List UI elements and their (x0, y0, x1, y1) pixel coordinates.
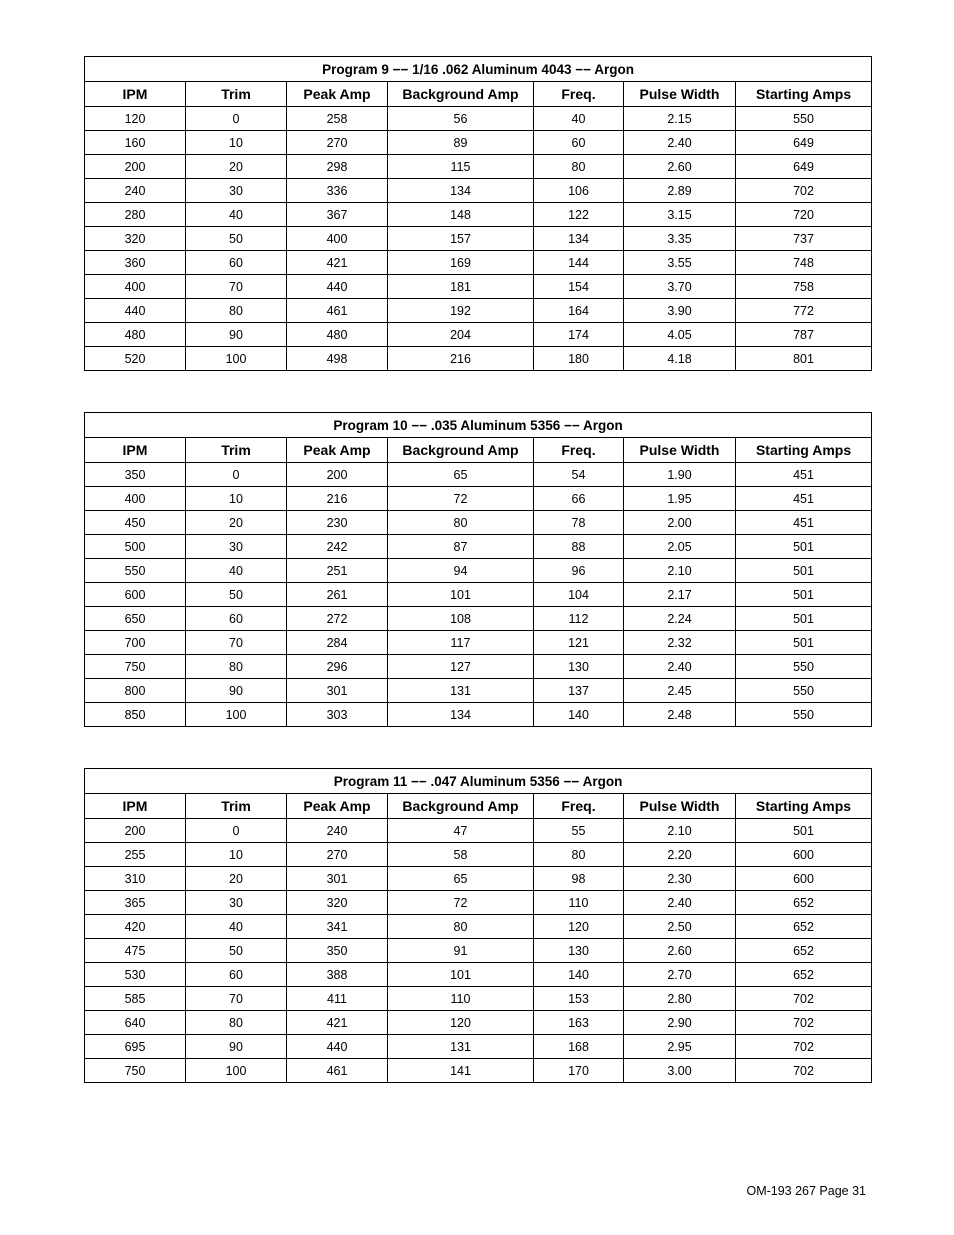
table-cell: 320 (287, 891, 388, 915)
table-row (85, 915, 872, 939)
table-cell: 585 (85, 987, 186, 1011)
table-cell: 60 (186, 607, 287, 631)
table-cell: 204 (388, 323, 534, 347)
table-row (85, 631, 872, 655)
table-cell: 65 (388, 867, 534, 891)
table-cell: 652 (736, 891, 872, 915)
table-cell: 652 (736, 963, 872, 987)
table-row (85, 867, 872, 891)
table-row (85, 703, 872, 727)
table-cell: 261 (287, 583, 388, 607)
table-title: Program 11 −− .047 Aluminum 5356 −− Argon (85, 769, 872, 794)
table-cell: 501 (736, 819, 872, 843)
table-row (85, 1011, 872, 1035)
table-cell: 2.05 (624, 535, 736, 559)
table-cell: 1.95 (624, 487, 736, 511)
table-cell: 2.90 (624, 1011, 736, 1035)
table-cell: 101 (388, 963, 534, 987)
table-cell: 501 (736, 559, 872, 583)
table-cell: 58 (388, 843, 534, 867)
table-cell: 649 (736, 155, 872, 179)
column-header: Background Amp (388, 794, 534, 819)
table-cell: 550 (736, 107, 872, 131)
table-cell: 80 (534, 155, 624, 179)
table-cell: 168 (534, 1035, 624, 1059)
table-cell: 140 (534, 703, 624, 727)
table-cell: 80 (388, 511, 534, 535)
table-cell: 500 (85, 535, 186, 559)
table-cell: 87 (388, 535, 534, 559)
table-cell: 112 (534, 607, 624, 631)
table-cell: 2.40 (624, 655, 736, 679)
table-title: Program 10 −− .035 Aluminum 5356 −− Argon (85, 413, 872, 438)
table-cell: 530 (85, 963, 186, 987)
table-cell: 0 (186, 819, 287, 843)
table-cell: 100 (186, 347, 287, 371)
column-header: Peak Amp (287, 794, 388, 819)
column-header: Trim (186, 82, 287, 107)
table-cell: 130 (534, 655, 624, 679)
table-cell: 702 (736, 1035, 872, 1059)
column-header: Peak Amp (287, 82, 388, 107)
table-cell: 341 (287, 915, 388, 939)
table-cell: 365 (85, 891, 186, 915)
table-cell: 600 (736, 867, 872, 891)
page-footer: OM-193 267 Page 31 (746, 1184, 866, 1198)
column-header: Starting Amps (736, 82, 872, 107)
table-cell: 270 (287, 131, 388, 155)
table-cell: 772 (736, 299, 872, 323)
table-cell: 501 (736, 607, 872, 631)
column-header: Freq. (534, 82, 624, 107)
table-cell: 130 (534, 939, 624, 963)
table-cell: 350 (287, 939, 388, 963)
table-row (85, 1035, 872, 1059)
table-title: Program 9 −− 1/16 .062 Aluminum 4043 −− Argon (85, 57, 872, 82)
column-header: IPM (85, 82, 186, 107)
table-cell: 96 (534, 559, 624, 583)
table-cell: 2.17 (624, 583, 736, 607)
table-cell: 30 (186, 179, 287, 203)
table-row (85, 843, 872, 867)
table-row (85, 299, 872, 323)
column-header: Peak Amp (287, 438, 388, 463)
table-cell: 3.00 (624, 1059, 736, 1083)
header-row (85, 794, 872, 819)
table-cell: 134 (388, 179, 534, 203)
table-cell: 40 (186, 915, 287, 939)
table-cell: 303 (287, 703, 388, 727)
table-cell: 461 (287, 299, 388, 323)
table-cell: 60 (534, 131, 624, 155)
table-cell: 501 (736, 631, 872, 655)
table-row (85, 275, 872, 299)
table-cell: 98 (534, 867, 624, 891)
table-row (85, 155, 872, 179)
table-cell: 350 (85, 463, 186, 487)
table-cell: 55 (534, 819, 624, 843)
table-cell: 137 (534, 679, 624, 703)
column-header: Trim (186, 794, 287, 819)
column-header: Starting Amps (736, 438, 872, 463)
table-cell: 122 (534, 203, 624, 227)
column-header: IPM (85, 438, 186, 463)
table-cell: 170 (534, 1059, 624, 1083)
column-header: IPM (85, 794, 186, 819)
table-cell: 104 (534, 583, 624, 607)
table-cell: 230 (287, 511, 388, 535)
table-cell: 100 (186, 703, 287, 727)
table-cell: 90 (186, 679, 287, 703)
table-cell: 2.32 (624, 631, 736, 655)
table-cell: 2.10 (624, 559, 736, 583)
table-cell: 80 (186, 655, 287, 679)
table-cell: 144 (534, 251, 624, 275)
table-cell: 30 (186, 891, 287, 915)
table-cell: 157 (388, 227, 534, 251)
table-row (85, 1059, 872, 1083)
table-cell: 737 (736, 227, 872, 251)
table-cell: 140 (534, 963, 624, 987)
table-row (85, 963, 872, 987)
column-header: Pulse Width (624, 82, 736, 107)
table-row (85, 891, 872, 915)
table-cell: 296 (287, 655, 388, 679)
table-cell: 440 (287, 1035, 388, 1059)
table-cell: 320 (85, 227, 186, 251)
table-cell: 652 (736, 915, 872, 939)
table-cell: 70 (186, 631, 287, 655)
table-cell: 94 (388, 559, 534, 583)
table-cell: 600 (85, 583, 186, 607)
table-row (85, 679, 872, 703)
table-cell: 2.89 (624, 179, 736, 203)
table-cell: 600 (736, 843, 872, 867)
column-header: Starting Amps (736, 794, 872, 819)
table-cell: 163 (534, 1011, 624, 1035)
table-cell: 70 (186, 987, 287, 1011)
table-cell: 284 (287, 631, 388, 655)
table-cell: 2.24 (624, 607, 736, 631)
table-cell: 360 (85, 251, 186, 275)
table-cell: 750 (85, 1059, 186, 1083)
table-cell: 117 (388, 631, 534, 655)
table-cell: 2.20 (624, 843, 736, 867)
table-cell: 702 (736, 987, 872, 1011)
column-header: Background Amp (388, 82, 534, 107)
table-cell: 30 (186, 535, 287, 559)
table-cell: 40 (186, 203, 287, 227)
table-cell: 80 (388, 915, 534, 939)
table-cell: 640 (85, 1011, 186, 1035)
table-cell: 440 (287, 275, 388, 299)
table-row (85, 819, 872, 843)
table-cell: 301 (287, 679, 388, 703)
table-cell: 720 (736, 203, 872, 227)
table-cell: 108 (388, 607, 534, 631)
table-row (85, 487, 872, 511)
table-cell: 47 (388, 819, 534, 843)
header-row (85, 82, 872, 107)
table-cell: 2.60 (624, 155, 736, 179)
table-cell: 550 (736, 679, 872, 703)
table-cell: 160 (85, 131, 186, 155)
table-cell: 131 (388, 1035, 534, 1059)
table-cell: 216 (287, 487, 388, 511)
table-cell: 501 (736, 583, 872, 607)
table-cell: 240 (85, 179, 186, 203)
table-cell: 242 (287, 535, 388, 559)
table-cell: 100 (186, 1059, 287, 1083)
table-cell: 2.50 (624, 915, 736, 939)
table-cell: 169 (388, 251, 534, 275)
table-cell: 2.30 (624, 867, 736, 891)
table-cell: 50 (186, 227, 287, 251)
column-header: Freq. (534, 438, 624, 463)
table-cell: 80 (186, 299, 287, 323)
table-cell: 421 (287, 251, 388, 275)
table-cell: 20 (186, 155, 287, 179)
table-cell: 301 (287, 867, 388, 891)
table-cell: 101 (388, 583, 534, 607)
table-cell: 181 (388, 275, 534, 299)
table-cell: 2.70 (624, 963, 736, 987)
table-cell: 3.15 (624, 203, 736, 227)
column-header: Freq. (534, 794, 624, 819)
table-cell: 154 (534, 275, 624, 299)
table-cell: 90 (186, 323, 287, 347)
table-cell: 480 (287, 323, 388, 347)
table-cell: 498 (287, 347, 388, 371)
table-row (85, 987, 872, 1011)
table-cell: 20 (186, 867, 287, 891)
table-cell: 40 (186, 559, 287, 583)
table-cell: 2.00 (624, 511, 736, 535)
table-cell: 127 (388, 655, 534, 679)
table-cell: 10 (186, 843, 287, 867)
column-header: Pulse Width (624, 794, 736, 819)
table-cell: 400 (287, 227, 388, 251)
table-cell: 461 (287, 1059, 388, 1083)
table-cell: 450 (85, 511, 186, 535)
table-cell: 2.60 (624, 939, 736, 963)
table-cell: 421 (287, 1011, 388, 1035)
table-cell: 115 (388, 155, 534, 179)
program-9-table (84, 56, 872, 371)
table-cell: 801 (736, 347, 872, 371)
table-cell: 120 (388, 1011, 534, 1035)
table-row (85, 655, 872, 679)
table-cell: 0 (186, 107, 287, 131)
table-cell: 2.15 (624, 107, 736, 131)
table-cell: 4.18 (624, 347, 736, 371)
table-cell: 400 (85, 275, 186, 299)
table-cell: 4.05 (624, 323, 736, 347)
table-cell: 451 (736, 487, 872, 511)
table-cell: 850 (85, 703, 186, 727)
table-cell: 298 (287, 155, 388, 179)
table-cell: 3.55 (624, 251, 736, 275)
table-cell: 411 (287, 987, 388, 1011)
table-cell: 65 (388, 463, 534, 487)
table-row (85, 179, 872, 203)
table-cell: 2.95 (624, 1035, 736, 1059)
table-cell: 255 (85, 843, 186, 867)
table-cell: 695 (85, 1035, 186, 1059)
table-row (85, 347, 872, 371)
table-cell: 336 (287, 179, 388, 203)
table-cell: 420 (85, 915, 186, 939)
table-cell: 240 (287, 819, 388, 843)
column-header: Trim (186, 438, 287, 463)
table-cell: 131 (388, 679, 534, 703)
table-cell: 451 (736, 463, 872, 487)
table-cell: 388 (287, 963, 388, 987)
table-cell: 480 (85, 323, 186, 347)
table-cell: 702 (736, 1059, 872, 1083)
table-cell: 10 (186, 131, 287, 155)
program-10-table (84, 412, 872, 727)
table-cell: 2.10 (624, 819, 736, 843)
program-11-table (84, 768, 872, 1083)
table-cell: 200 (287, 463, 388, 487)
table-row (85, 939, 872, 963)
table-cell: 200 (85, 155, 186, 179)
table-cell: 89 (388, 131, 534, 155)
table-cell: 10 (186, 487, 287, 511)
table-cell: 3.90 (624, 299, 736, 323)
table-row (85, 227, 872, 251)
table-cell: 141 (388, 1059, 534, 1083)
table-cell: 78 (534, 511, 624, 535)
table-row (85, 323, 872, 347)
table-cell: 520 (85, 347, 186, 371)
column-header: Pulse Width (624, 438, 736, 463)
table-cell: 216 (388, 347, 534, 371)
table-cell: 550 (736, 703, 872, 727)
table-cell: 2.80 (624, 987, 736, 1011)
table-cell: 50 (186, 939, 287, 963)
table-cell: 650 (85, 607, 186, 631)
table-cell: 367 (287, 203, 388, 227)
table-cell: 164 (534, 299, 624, 323)
table-row (85, 559, 872, 583)
table-cell: 120 (534, 915, 624, 939)
table-cell: 550 (736, 655, 872, 679)
table-row (85, 203, 872, 227)
table-row (85, 583, 872, 607)
table-cell: 174 (534, 323, 624, 347)
table-cell: 501 (736, 535, 872, 559)
table-row (85, 511, 872, 535)
column-header: Background Amp (388, 438, 534, 463)
table-cell: 750 (85, 655, 186, 679)
header-row (85, 438, 872, 463)
table-cell: 272 (287, 607, 388, 631)
table-cell: 440 (85, 299, 186, 323)
table-cell: 60 (186, 251, 287, 275)
table-cell: 251 (287, 559, 388, 583)
table-cell: 153 (534, 987, 624, 1011)
table-cell: 280 (85, 203, 186, 227)
table-cell: 475 (85, 939, 186, 963)
table-cell: 121 (534, 631, 624, 655)
table-cell: 40 (534, 107, 624, 131)
table-row (85, 607, 872, 631)
table-cell: 180 (534, 347, 624, 371)
table-cell: 1.90 (624, 463, 736, 487)
table-cell: 400 (85, 487, 186, 511)
table-cell: 2.48 (624, 703, 736, 727)
table-cell: 91 (388, 939, 534, 963)
table-cell: 66 (534, 487, 624, 511)
table-cell: 110 (388, 987, 534, 1011)
table-row (85, 251, 872, 275)
table-cell: 80 (534, 843, 624, 867)
table-cell: 90 (186, 1035, 287, 1059)
table-cell: 758 (736, 275, 872, 299)
table-cell: 56 (388, 107, 534, 131)
table-cell: 649 (736, 131, 872, 155)
table-cell: 3.35 (624, 227, 736, 251)
table-cell: 50 (186, 583, 287, 607)
table-row (85, 131, 872, 155)
table-cell: 200 (85, 819, 186, 843)
table-cell: 258 (287, 107, 388, 131)
table-cell: 787 (736, 323, 872, 347)
table-cell: 148 (388, 203, 534, 227)
table-cell: 110 (534, 891, 624, 915)
table-cell: 310 (85, 867, 186, 891)
table-cell: 451 (736, 511, 872, 535)
table-cell: 2.40 (624, 131, 736, 155)
table-cell: 2.45 (624, 679, 736, 703)
table-cell: 2.40 (624, 891, 736, 915)
table-row (85, 107, 872, 131)
table-cell: 120 (85, 107, 186, 131)
table-cell: 702 (736, 1011, 872, 1035)
table-cell: 54 (534, 463, 624, 487)
table-cell: 134 (534, 227, 624, 251)
table-cell: 748 (736, 251, 872, 275)
table-cell: 800 (85, 679, 186, 703)
table-cell: 80 (186, 1011, 287, 1035)
table-cell: 192 (388, 299, 534, 323)
table-cell: 72 (388, 891, 534, 915)
table-row (85, 463, 872, 487)
table-cell: 60 (186, 963, 287, 987)
table-cell: 72 (388, 487, 534, 511)
table-cell: 134 (388, 703, 534, 727)
table-cell: 3.70 (624, 275, 736, 299)
table-cell: 652 (736, 939, 872, 963)
table-cell: 0 (186, 463, 287, 487)
table-cell: 70 (186, 275, 287, 299)
table-cell: 88 (534, 535, 624, 559)
table-cell: 550 (85, 559, 186, 583)
table-cell: 270 (287, 843, 388, 867)
table-cell: 20 (186, 511, 287, 535)
table-row (85, 535, 872, 559)
table-cell: 106 (534, 179, 624, 203)
table-cell: 700 (85, 631, 186, 655)
table-cell: 702 (736, 179, 872, 203)
